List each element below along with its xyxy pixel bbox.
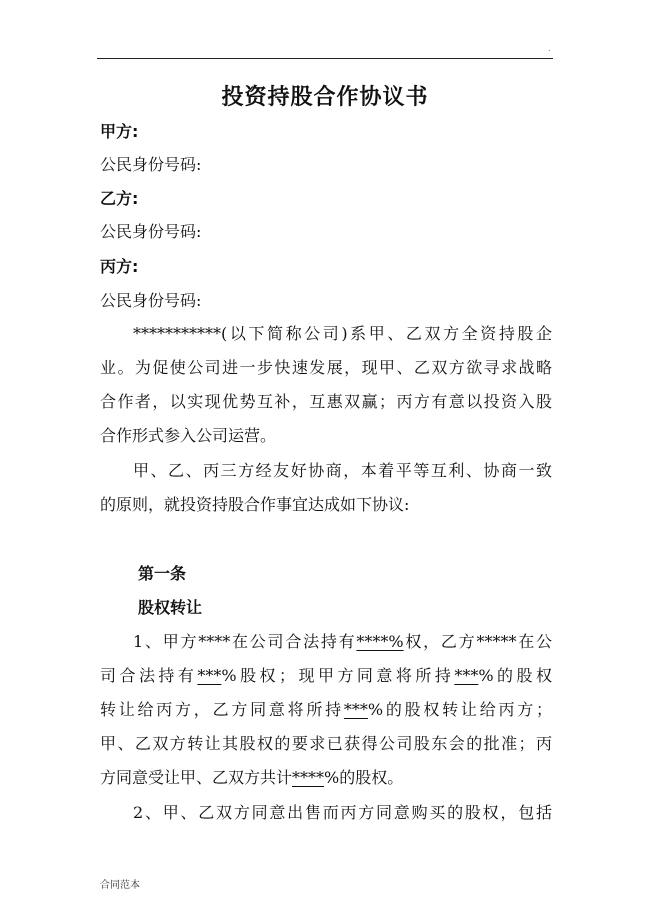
- clause-1-line-5: [100, 768, 403, 788]
- header-mark: .: [548, 44, 551, 53]
- clause-1-blank: ***: [343, 700, 368, 719]
- clause-1-line-1: [133, 632, 552, 652]
- clause-1-line-4: 甲、乙双方转让其股权的要求已获得公司股东会的批准；丙: [100, 734, 552, 753]
- document-title: 投资持股合作协议书: [221, 85, 429, 110]
- party-b-id-label: 公民身份号码:: [100, 222, 202, 241]
- clause-1-text: %股权；现甲方同意将所持: [221, 666, 455, 685]
- party-a-id-label: 公民身份号码:: [100, 155, 202, 174]
- party-c-id-label: 公民身份号码:: [100, 291, 202, 310]
- clause-1-text: %的股权: [478, 666, 552, 685]
- party-b-label: 乙方:: [100, 189, 139, 208]
- clause-1-blank: ***: [197, 666, 222, 685]
- clause-1-blank: ***: [454, 666, 479, 685]
- article-1-number: 第一条: [138, 564, 187, 583]
- party-c-label: 丙方:: [100, 257, 139, 276]
- clause-1-line-2: [100, 666, 552, 686]
- clause-1-text: 转让给丙方，乙方同意将所持: [100, 700, 344, 719]
- page-footer: 合同范本: [100, 880, 140, 891]
- intro-p2-line-2: 的原则，就投资持股合作事宜达成如下协议:: [100, 495, 410, 514]
- intro-p1-line-3: 合作者，以实现优势互补，互惠双赢；丙方有意以投资入股: [100, 392, 552, 411]
- clause-1-text: 司合法持有: [100, 666, 198, 685]
- clause-1-blank: ****: [292, 768, 325, 787]
- article-1-heading: 股权转让: [138, 598, 203, 617]
- clause-1-blank: ****%: [356, 632, 404, 651]
- party-a-label: 甲方:: [100, 122, 139, 141]
- header-rule: [97, 58, 553, 59]
- clause-1-text: %的股权转让给丙方；: [367, 700, 552, 719]
- clause-1-line-3: [100, 700, 552, 720]
- clause-1-text: 权，乙方*****在公: [403, 632, 552, 651]
- intro-p1-line-1: ***********(以下简称公司)系甲、乙双方全资持股企: [133, 324, 552, 343]
- clause-1-text: 1、甲方****在公司合法持有: [133, 632, 357, 651]
- intro-p2-line-1: 甲、乙、丙三方经友好协商，本着平等互利、协商一致: [133, 461, 552, 480]
- intro-p1-line-4: 合作形式参入公司运营。: [100, 426, 277, 445]
- clause-1-text: 方同意受让甲、乙双方共计: [100, 768, 293, 787]
- clause-1-text: %的股权。: [324, 768, 404, 787]
- intro-p1-line-2: 业。为促使公司进一步快速发展，现甲、乙双方欲寻求战略: [100, 358, 552, 377]
- clause-2-line-1: 2、甲、乙双方同意出售而丙方同意购买的股权，包括: [133, 803, 552, 822]
